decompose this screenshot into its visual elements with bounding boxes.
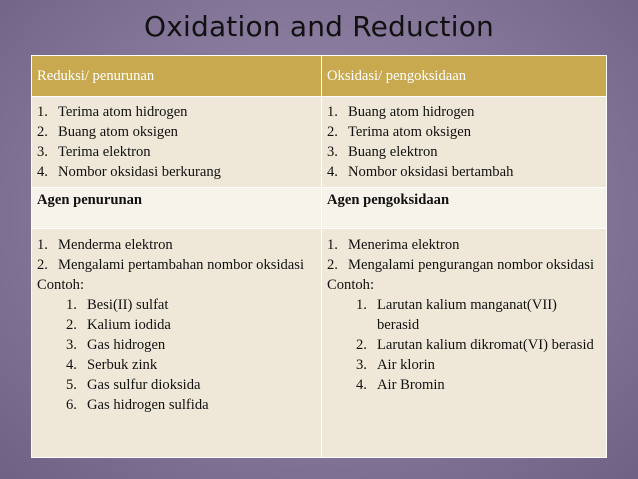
list-item-number: 5.	[66, 377, 77, 393]
reducing-agent-list	[37, 235, 317, 275]
list-item	[66, 395, 317, 415]
list-item-number: 2.	[327, 257, 338, 273]
list-item-number: 1.	[37, 104, 48, 120]
list-item-number: 2.	[37, 124, 48, 140]
list-item	[37, 162, 317, 182]
list-item	[66, 375, 317, 395]
reducing-examples-list	[66, 295, 317, 415]
list-item-text: Besi(II) sulfat	[87, 297, 169, 313]
contoh-label: Contoh:	[327, 277, 375, 293]
oxidation-header: Oksidasi/ pengoksidaan	[322, 56, 607, 97]
list-item	[37, 235, 317, 255]
list-item-number: 4.	[356, 377, 367, 393]
reduction-cell	[32, 97, 322, 188]
list-item-text: Terima atom hidrogen	[58, 104, 188, 120]
list-item	[327, 255, 602, 275]
list-item	[37, 142, 317, 162]
list-item-text: Gas hidrogen sulfida	[87, 397, 209, 413]
list-item-text: Air klorin	[377, 357, 435, 373]
list-item-number: 1.	[327, 237, 338, 253]
list-item	[66, 295, 317, 315]
list-item	[356, 295, 602, 335]
list-item	[37, 122, 317, 142]
reducing-agent-cell	[32, 229, 322, 458]
list-item-text: Menderma elektron	[58, 237, 173, 253]
list-item-number: 3.	[356, 357, 367, 373]
agent-header-row	[32, 188, 607, 229]
list-item-number: 3.	[37, 144, 48, 160]
list-item-number: 2.	[37, 257, 48, 273]
list-item-text: Larutan kalium dikromat(VI) berasid	[377, 337, 594, 353]
list-item	[327, 142, 602, 162]
list-item-text: Nombor oksidasi berkurang	[58, 164, 221, 180]
list-item	[66, 335, 317, 355]
oxidation-list	[327, 102, 602, 182]
list-item-text: Larutan kalium manganat(VII) berasid	[377, 297, 557, 333]
oxidizing-agent-header: Agen pengoksidaan	[322, 188, 607, 229]
list-item-text: Buang atom hidrogen	[348, 104, 475, 120]
list-item-text: Serbuk zink	[87, 357, 158, 373]
list-item	[356, 335, 602, 355]
list-item-number: 1.	[327, 104, 338, 120]
list-item	[356, 355, 602, 375]
list-item-text: Gas sulfur dioksida	[87, 377, 201, 393]
list-item	[356, 375, 602, 395]
list-item-number: 1.	[356, 297, 367, 313]
list-item-number: 3.	[66, 337, 77, 353]
redox-table	[31, 55, 607, 458]
list-item	[327, 235, 602, 255]
list-item-number: 1.	[37, 237, 48, 253]
list-item-text: Mengalami pertambahan nombor oksidasi	[58, 257, 305, 273]
list-item-number: 6.	[66, 397, 77, 413]
slide-title: Oxidation and Reduction	[143, 10, 494, 43]
reducing-agent-header: Agen penurunan	[32, 188, 322, 229]
reduction-list	[37, 102, 317, 182]
list-item	[37, 255, 317, 275]
list-item-text: Nombor oksidasi bertambah	[348, 164, 514, 180]
list-item-number: 4.	[66, 357, 77, 373]
list-item-text: Terima atom oksigen	[348, 124, 471, 140]
contoh-label: Contoh:	[37, 277, 85, 293]
list-item	[327, 162, 602, 182]
list-item-text: Buang elektron	[348, 144, 438, 160]
list-item-text: Mengalami pengurangan nombor oksidasi	[348, 257, 595, 273]
list-item	[327, 102, 602, 122]
list-item	[66, 355, 317, 375]
list-item-text: Menerima elektron	[348, 237, 460, 253]
agent-row	[32, 229, 607, 458]
oxidation-cell	[322, 97, 607, 188]
list-item	[327, 122, 602, 142]
list-item-text: Kalium iodida	[87, 317, 171, 333]
oxidizing-agent-list	[327, 235, 602, 275]
header-row	[32, 56, 607, 97]
list-item-number: 2.	[66, 317, 77, 333]
list-item-number: 2.	[356, 337, 367, 353]
reduction-header: Reduksi/ penurunan	[32, 56, 322, 97]
list-item-number: 4.	[327, 164, 338, 180]
list-item-text: Air Bromin	[377, 377, 445, 393]
list-item-text: Buang atom oksigen	[58, 124, 178, 140]
list-item-text: Terima elektron	[58, 144, 151, 160]
list-item-text: Gas hidrogen	[87, 337, 166, 353]
oxidizing-agent-cell	[322, 229, 607, 458]
list-item-number: 3.	[327, 144, 338, 160]
list-item	[66, 315, 317, 335]
list-item-number: 4.	[37, 164, 48, 180]
list-item-number: 1.	[66, 297, 77, 313]
list-item	[37, 102, 317, 122]
oxidizing-examples-list	[356, 295, 602, 395]
list-item-number: 2.	[327, 124, 338, 140]
definition-row	[32, 97, 607, 188]
